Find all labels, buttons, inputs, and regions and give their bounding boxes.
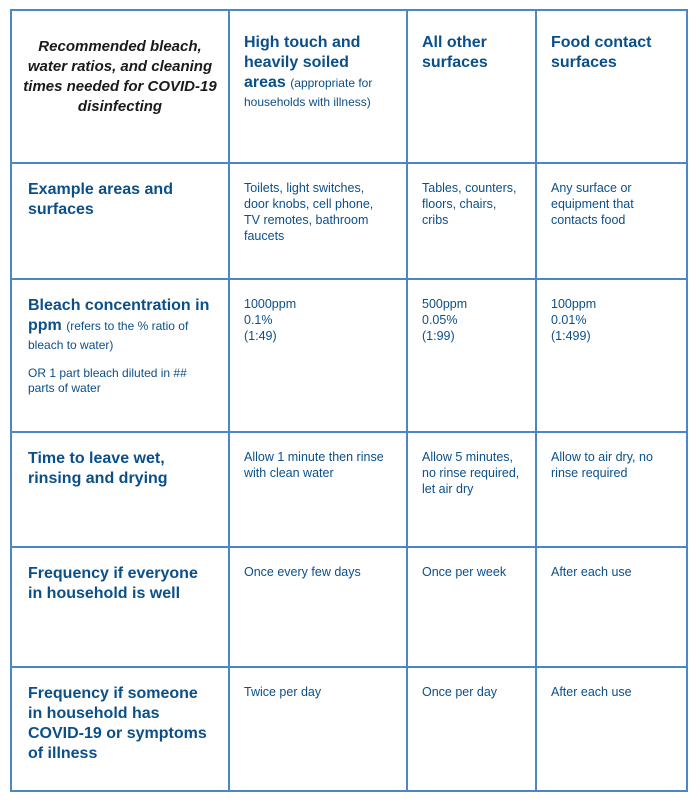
table-caption-cell bbox=[11, 10, 229, 163]
cell-frequency-ill-high-touch bbox=[229, 667, 407, 791]
row-label: Bleach concentration in ppm bbox=[28, 297, 210, 334]
row-header-example-areas bbox=[11, 163, 229, 279]
cell-text: Any surface or equipment that contacts food bbox=[551, 181, 634, 227]
row-label-extra: OR 1 part bleach diluted in ## parts of water bbox=[28, 366, 187, 395]
cell-line: 0.1% bbox=[244, 313, 273, 327]
column-title-high-touch: High touch and heavily soiled areas bbox=[244, 34, 361, 91]
cell-line: 500ppm bbox=[422, 297, 468, 311]
cell-text: Once per week bbox=[422, 565, 507, 579]
row-header-frequency-well bbox=[11, 547, 229, 667]
column-header-food-contact bbox=[536, 10, 687, 163]
cell-text: Allow 5 minutes, no rinse required, let air dry bbox=[422, 450, 520, 496]
column-note-high-touch: (appropriate for households with illness) bbox=[244, 76, 373, 109]
row-label: Example areas and surfaces bbox=[28, 181, 173, 218]
cell-text: Once every few days bbox=[244, 565, 361, 579]
row-label-note: (refers to the % ratio of bleach to water) bbox=[28, 319, 189, 352]
cell-line: (1:499) bbox=[551, 329, 591, 343]
cell-text: Allow 1 minute then rinse with clean water bbox=[244, 450, 384, 480]
row-label: Time to leave wet, rinsing and drying bbox=[28, 450, 168, 487]
column-header-high-touch bbox=[229, 10, 407, 163]
cell-frequency-well-food bbox=[536, 547, 687, 667]
cell-line: (1:99) bbox=[422, 329, 455, 343]
cell-frequency-ill-other bbox=[407, 667, 536, 791]
cell-text: After each use bbox=[551, 685, 632, 699]
row-header-frequency-ill bbox=[11, 667, 229, 791]
row-header-time-wet bbox=[11, 432, 229, 547]
cell-line: 1000ppm bbox=[244, 297, 297, 311]
cell-text: Tables, counters, floors, chairs, cribs bbox=[422, 181, 517, 227]
cell-example-other bbox=[407, 163, 536, 279]
table-row bbox=[11, 432, 687, 547]
row-header-bleach-concentration bbox=[11, 279, 229, 432]
cell-concentration-food bbox=[536, 279, 687, 432]
cell-text: Toilets, light switches, door knobs, cell phone, TV remotes, bathroom faucets bbox=[244, 181, 374, 243]
cell-frequency-well-high-touch bbox=[229, 547, 407, 667]
cell-line: 0.05% bbox=[422, 313, 458, 327]
row-label: Frequency if everyone in household is well bbox=[28, 565, 198, 602]
cell-text: Twice per day bbox=[244, 685, 322, 699]
cell-time-food bbox=[536, 432, 687, 547]
cell-line: 100ppm bbox=[551, 297, 597, 311]
column-title-other-surfaces: All other surfaces bbox=[422, 34, 488, 71]
cell-frequency-ill-food bbox=[536, 667, 687, 791]
cell-concentration-high-touch bbox=[229, 279, 407, 432]
cell-line: 0.01% bbox=[551, 313, 587, 327]
cell-concentration-other bbox=[407, 279, 536, 432]
cell-example-food bbox=[536, 163, 687, 279]
table-caption: Recommended bleach, water ratios, and cleaning times needed for COVID-19 disinfecting bbox=[23, 38, 217, 115]
cell-example-high-touch bbox=[229, 163, 407, 279]
header-row bbox=[11, 10, 687, 163]
column-header-other-surfaces bbox=[407, 10, 536, 163]
bleach-guidelines-table bbox=[10, 9, 688, 792]
cell-text: After each use bbox=[551, 565, 632, 579]
cell-time-high-touch bbox=[229, 432, 407, 547]
cell-line: (1:49) bbox=[244, 329, 277, 343]
table-row bbox=[11, 163, 687, 279]
table-row bbox=[11, 547, 687, 667]
cell-frequency-well-other bbox=[407, 547, 536, 667]
table-row bbox=[11, 279, 687, 432]
cell-time-other bbox=[407, 432, 536, 547]
table-row bbox=[11, 667, 687, 791]
column-title-food-contact: Food contact surfaces bbox=[551, 34, 652, 71]
cell-text: Once per day bbox=[422, 685, 498, 699]
cell-text: Allow to air dry, no rinse required bbox=[551, 450, 653, 480]
row-label: Frequency if someone in household has COVID-19 or symptoms of illness bbox=[28, 685, 207, 762]
